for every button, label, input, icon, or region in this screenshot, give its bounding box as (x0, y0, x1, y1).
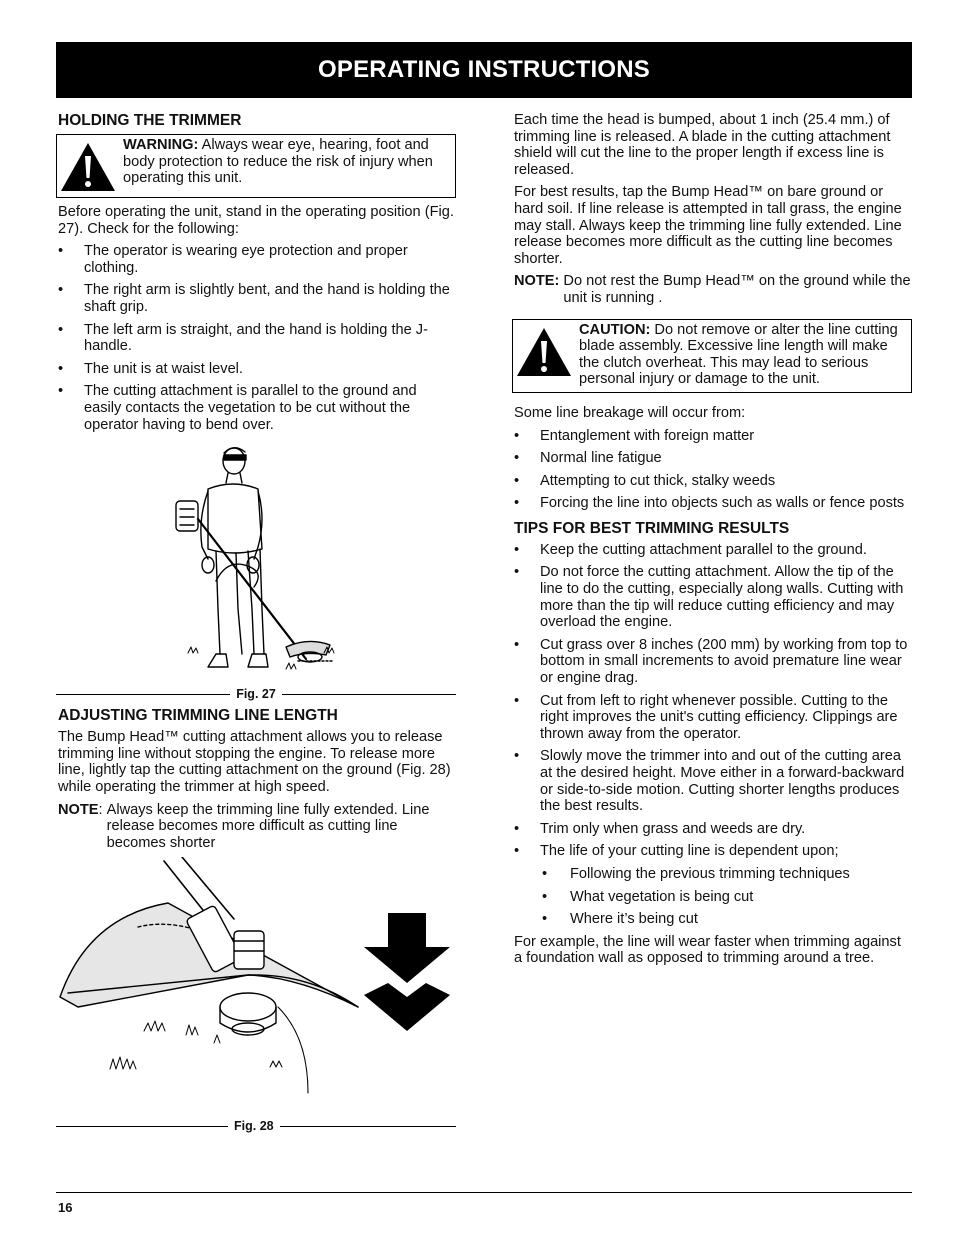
footer-rule (56, 1192, 912, 1193)
page-number: 16 (58, 1200, 73, 1215)
list-item: • The operator is wearing eye protection and proper clothing. (58, 243, 456, 276)
warning-triangle-icon (59, 141, 117, 193)
list-item: • Forcing the line into objects such as walls or fence posts (514, 495, 912, 512)
note-label: NOTE: (514, 273, 560, 290)
figure-label: Fig. 28 (234, 1118, 274, 1133)
holding-heading: HOLDING THE TRIMMER (58, 112, 242, 129)
figure-28 (58, 857, 456, 1134)
list-item: • Following the previous trimming techniques (514, 866, 912, 883)
list-item: • Do not force the cutting attachment. Allow the tip of the line to do the cutting, especially along walls. Cutting with more than the tip will reduce cutting efficiency and may overload the engine. (514, 564, 912, 630)
right-column (514, 112, 912, 973)
list-item: • Slowly move the trimmer into and out of the cutting area at the desired height. Move either in a forward-backward or side-to-side motion. Cutting shorter lengths produces the best results. (514, 748, 912, 814)
list-item: • Cut from left to right whenever possible. Cutting to the right improves the unit's cutting efficiency. Clippings are thrown away from the operator. (514, 693, 912, 743)
caption-rule (282, 694, 456, 695)
list-item: • Keep the cutting attachment parallel to the ground. (514, 542, 912, 559)
figure-27-caption (56, 686, 456, 703)
bump-release-text: Each time the head is bumped, about 1 inch (25.4 mm.) of trimming line is released. A blade in the cutting attachment shield will cut the line to the proper length if excess line is released. (514, 112, 891, 178)
caution-triangle-icon (515, 326, 573, 378)
warning-text (123, 137, 451, 187)
tips-list (514, 542, 912, 860)
caution-text (579, 322, 907, 388)
tips-heading: TIPS FOR BEST TRIMMING RESULTS (514, 519, 790, 537)
figure-28-caption (56, 1118, 456, 1135)
section-title: OPERATING INSTRUCTIONS (318, 55, 650, 83)
caption-rule (56, 694, 230, 695)
list-item: • What vegetation is being cut (514, 889, 912, 906)
warning-label: WARNING: (123, 137, 199, 153)
left-column (58, 112, 456, 1134)
note-text: Do not rest the Bump Head™ on the ground while the unit is running . (563, 273, 911, 306)
line-life-sublist (514, 866, 912, 928)
caution-label: CAUTION: (579, 321, 651, 338)
caution-body: Do not remove or alter the line cutting blade assembly. Excessive line length will make the clutch overheat. This may lead to serious personal injury or damage to the unit. (579, 321, 898, 388)
list-item: • The right arm is slightly bent, and the hand is holding the shaft grip. (58, 282, 456, 315)
warning-body: Always wear eye, hearing, foot and body protection to reduce the risk of injury when operating this unit. (123, 137, 433, 187)
adjusting-heading: ADJUSTING TRIMMING LINE LENGTH (58, 707, 338, 725)
list-item: • The unit is at waist level. (58, 361, 456, 378)
list-item: • Trim only when grass and weeds are dry. (514, 821, 912, 838)
adjusting-note: NOTE : Always keep the trimming line fully extended. Line release becomes more difficult as cutting line becomes shorter (58, 802, 456, 852)
list-item: • Cut grass over 8 inches (200 mm) by working from top to bottom in small increments to avoid premature line wear or engine drag. (514, 637, 912, 687)
best-results-text: For best results, tap the Bump Head™ on bare ground or hard soil. If line release is attempted in tall grass, the engine may stall. Always keep the trimming line fully extended. Line release becomes more difficult as the cutting line becomes shorter. (514, 184, 902, 267)
breakage-intro: Some line breakage will occur from: (514, 404, 746, 421)
holding-intro: Before operating the unit, stand in the operating position (Fig. 27). Check for the following: (58, 204, 454, 237)
figure-27 (58, 439, 456, 701)
caption-rule (56, 1126, 228, 1127)
list-item: • Where it’s being cut (514, 911, 912, 928)
list-item: • The life of your cutting line is dependent upon; (514, 843, 912, 860)
caption-rule (280, 1126, 456, 1127)
list-item: • The cutting attachment is parallel to the ground and easily contacts the vegetation to be cut without the operator having to bend over. (58, 383, 456, 433)
bump-note (514, 273, 912, 306)
note-text: Always keep the trimming line fully extended. Line release becomes more difficult as cutting line becomes shorter (106, 801, 430, 851)
figure-label: Fig. 27 (236, 686, 276, 701)
list-item: • The left arm is straight, and the hand is holding the J-handle. (58, 322, 456, 355)
warning-box (56, 134, 456, 198)
list-item: • Normal line fatigue (514, 450, 912, 467)
section-header (56, 42, 912, 98)
bump-head-illustration (58, 857, 456, 1107)
list-item: • Attempting to cut thick, stalky weeds (514, 473, 912, 490)
closing-text: For example, the line will wear faster when trimming against a foundation wall as opposed to trimming around a tree. (514, 933, 901, 967)
operator-illustration (58, 439, 456, 679)
caution-box (512, 319, 912, 393)
breakage-list (514, 428, 912, 512)
note-label: NOTE (58, 801, 99, 818)
holding-checklist (58, 243, 456, 433)
list-item: • Entanglement with foreign matter (514, 428, 912, 445)
adjusting-body: The Bump Head™ cutting attachment allows you to release trimming line without stopping the engine. To release more line, lightly tap the cutting attachment on the ground (Fig. 28) while operating the trimmer at high speed. (58, 729, 451, 795)
